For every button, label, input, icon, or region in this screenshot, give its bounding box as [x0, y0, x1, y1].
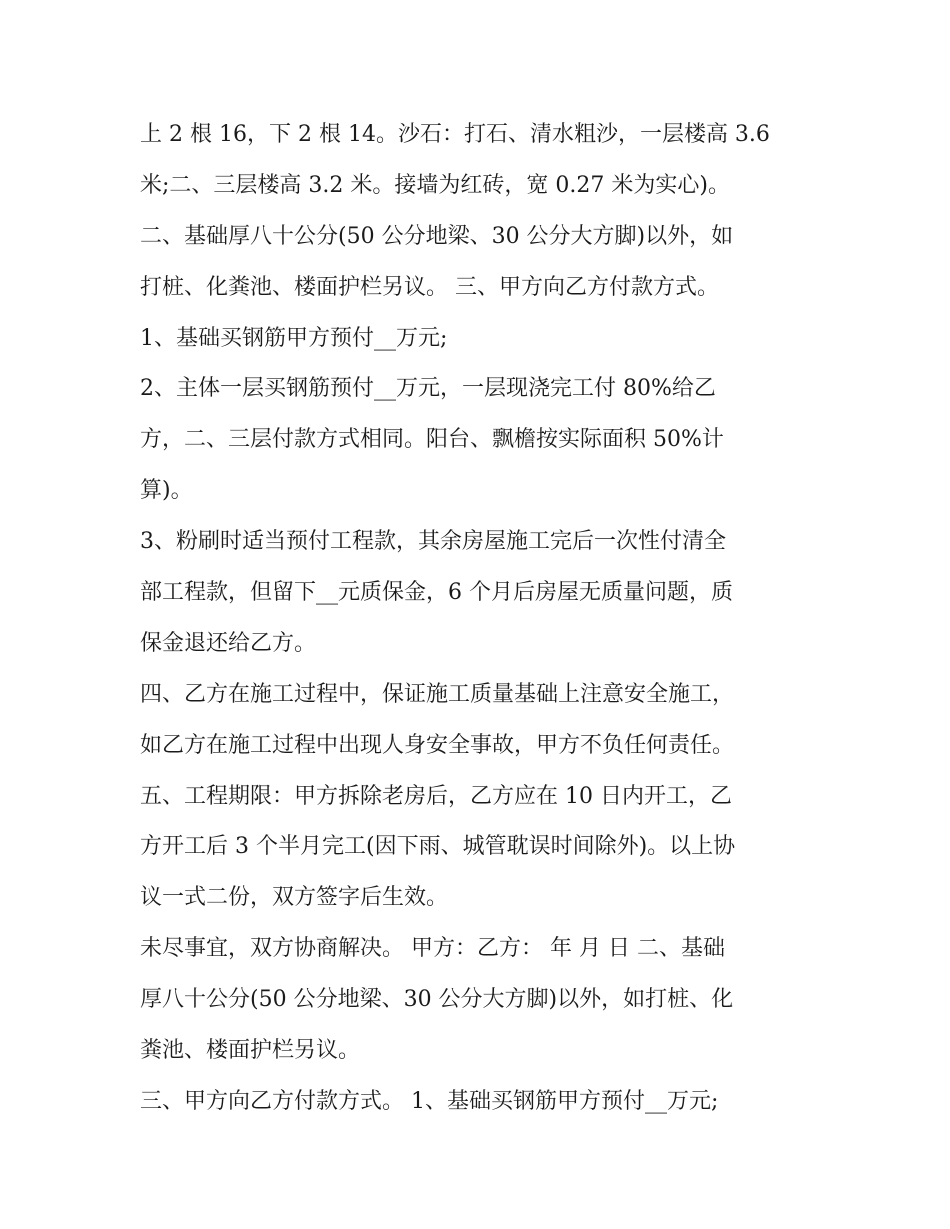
text-line: 二、基础厚八十公分(50 公分地梁、30 公分大方脚)以外，如	[140, 223, 734, 249]
text-line: 保金退还给乙方。	[140, 630, 317, 656]
text-line: 2、主体一层买钢筋预付__万元，一层现浇完工付 80%给乙	[140, 376, 716, 402]
text-line: 未尽事宜，双方协商解决。 甲方：乙方： 年 月 日 二、基础	[140, 936, 725, 962]
text-line: 厚八十公分(50 公分地梁、30 公分大方脚)以外，如打桩、化	[140, 987, 734, 1013]
text-line: 打桩、化粪池、楼面护栏另议。 三、甲方向乙方付款方式。	[140, 274, 719, 300]
text-line: 算)。	[140, 478, 193, 504]
text-line: 米;二、三层楼高 3.2 米。接墙为红砖，宽 0.27 米为实心)。	[140, 172, 730, 198]
text-line: 方开工后 3 个半月完工(因下雨、城管耽误时间除外)。以上协	[140, 834, 736, 860]
text-line: 上 2 根 16，下 2 根 14。沙石：打石、清水粗沙，一层楼高 3.6	[140, 122, 770, 147]
text-line: 如乙方在施工过程中出现人身安全事故，甲方不负任何责任。	[140, 732, 735, 758]
text-line: 粪池、楼面护栏另议。	[140, 1038, 361, 1064]
text-line: 部工程款，但留下__元质保金，6 个月后房屋无质量问题，质	[140, 580, 733, 606]
text-line: 议一式二份，双方签字后生效。	[140, 885, 449, 911]
text-line: 1、基础买钢筋甲方预付__万元;	[140, 325, 448, 351]
document-body	[140, 110, 810, 1128]
text-line: 四、乙方在施工过程中，保证施工质量基础上注意安全施工，	[140, 681, 735, 707]
text-line: 五、工程期限：甲方拆除老房后，乙方应在 10 日内开工，乙	[140, 783, 732, 809]
text-line: 方，二、三层付款方式相同。阳台、飘檐按实际面积 50%计	[140, 427, 724, 453]
text-line: 三、甲方向乙方付款方式。 1、基础买钢筋甲方预付__万元;	[140, 1088, 719, 1114]
text-line: 3、粉刷时适当预付工程款，其余房屋施工完后一次性付清全	[140, 529, 726, 555]
